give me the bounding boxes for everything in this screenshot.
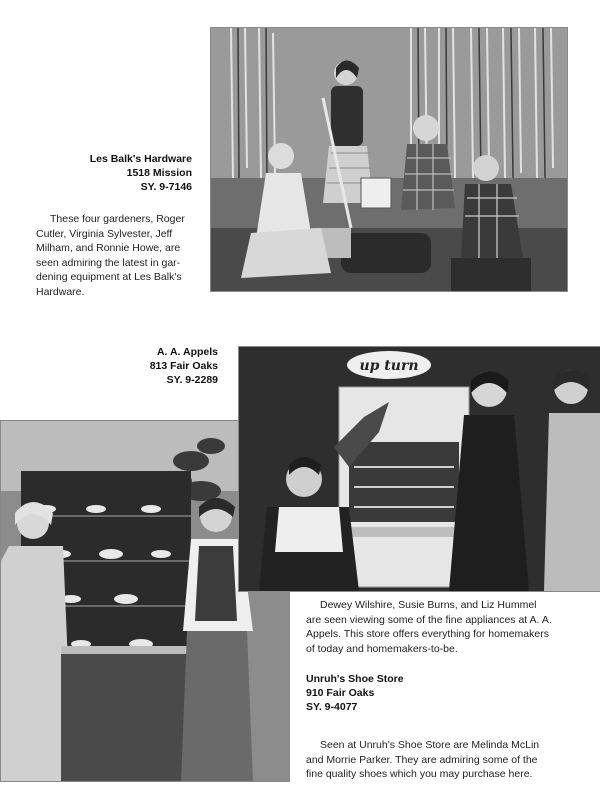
hardware-caption-line: Cutler, Virginia Sylvester, Jeff (36, 227, 173, 240)
appels-address-block (100, 345, 218, 387)
appels-caption-line: Appels. This store offers everything for homemakers (306, 628, 549, 640)
hardware-phone: SY. 9-7146 (140, 181, 192, 193)
shoe-street: 910 Fair Oaks (306, 687, 375, 699)
shoe-store-name: Unruh's Shoe Store (306, 673, 404, 685)
hardware-caption-line: Hardware. (36, 285, 85, 298)
hardware-address-block (70, 152, 192, 194)
hardware-caption-line: dening equipment at Les Balk's (36, 271, 182, 283)
shoe-caption-line: and Morrie Parker. They are admiring some of the (306, 753, 538, 766)
appels-caption (306, 598, 556, 656)
hardware-caption (36, 212, 196, 299)
hardware-caption-line: Milham, and Ronnie Howe, are (36, 242, 181, 254)
hardware-store-photo (210, 27, 568, 292)
hardware-caption-line: These four gardeners, Roger (50, 213, 185, 225)
upturn-sign-text: up turn (359, 358, 419, 374)
hardware-caption-line: seen admiring the latest in gar- (36, 256, 181, 269)
hardware-photo-illustration (211, 28, 567, 291)
appliance-store-photo (238, 346, 600, 592)
shoe-caption (306, 738, 556, 782)
shoe-caption-line: fine quality shoes which you may purchase here. (306, 768, 533, 780)
shoe-phone: SY. 9-4077 (306, 701, 358, 713)
appels-caption-line: are seen viewing some of the fine appliances at A. A. (306, 613, 552, 626)
shoe-address-block (306, 672, 456, 714)
hardware-store-name: Les Balk's Hardware (89, 153, 192, 165)
appels-caption-line: Dewey Wilshire, Susie Burns, and Liz Hummel (320, 599, 537, 611)
hardware-street: 1518 Mission (126, 167, 192, 179)
appliance-photo-illustration (239, 347, 600, 591)
shoe-caption-line: Seen at Unruh's Shoe Store are Melinda McLin (320, 739, 540, 751)
appels-store-name: A. A. Appels (156, 346, 218, 358)
appels-caption-line: of today and homemakers-to-be. (306, 642, 458, 655)
appels-street: 813 Fair Oaks (149, 360, 218, 372)
appels-phone: SY. 9-2289 (166, 374, 218, 386)
